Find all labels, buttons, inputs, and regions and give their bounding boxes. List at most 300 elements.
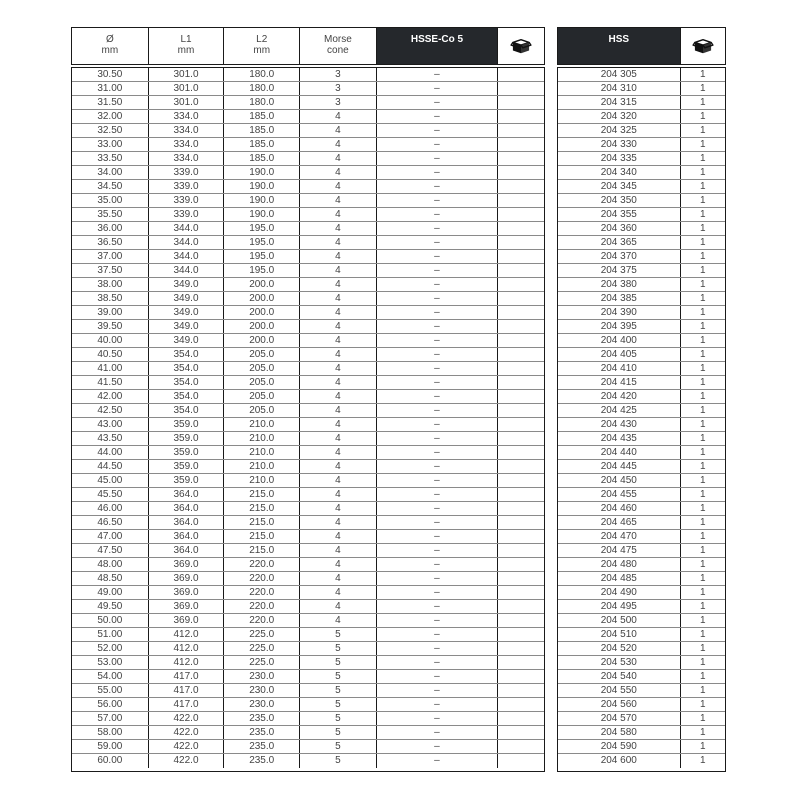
cell-hsse-pack — [498, 572, 544, 585]
cell-hss-pack: 1 — [699, 531, 706, 542]
cell-l1: 417.0 — [149, 684, 225, 697]
cell-hss-code: 204 495 — [558, 600, 681, 613]
cell-l2: 220.0 — [224, 600, 300, 613]
cell-hss-pack: 1 — [699, 559, 706, 570]
table-row — [558, 530, 725, 544]
cell-hsse: – — [377, 222, 498, 235]
cell-hsse: – — [377, 642, 498, 655]
cell-l2: 215.0 — [224, 502, 300, 515]
table-row — [558, 432, 725, 446]
cell-diameter: 32.50 — [72, 124, 149, 137]
table-row — [72, 138, 544, 152]
cell-diameter: 47.00 — [72, 530, 149, 543]
table-row — [72, 110, 544, 124]
cell-hss-code: 204 425 — [558, 404, 681, 417]
cell-hss-code: 204 435 — [558, 432, 681, 445]
cell-l1: 301.0 — [149, 82, 225, 95]
table-row — [558, 488, 725, 502]
cell-diameter: 33.50 — [72, 152, 149, 165]
cell-hsse-pack — [498, 488, 544, 501]
cell-hss-pack: 1 — [699, 223, 706, 234]
cell-hss-pack: 1 — [699, 83, 706, 94]
cell-l2: 210.0 — [224, 418, 300, 431]
cell-hss-code: 204 420 — [558, 390, 681, 403]
table-row — [72, 572, 544, 586]
table-row — [558, 460, 725, 474]
table-row — [558, 740, 725, 754]
cell-hss-code: 204 475 — [558, 544, 681, 557]
cell-hsse-pack — [498, 278, 544, 291]
table-row — [72, 586, 544, 600]
cell-hsse-pack — [498, 124, 544, 137]
cell-hss-code: 204 450 — [558, 474, 681, 487]
header-morse-label: Morse — [323, 34, 352, 45]
cell-hss-code: 204 335 — [558, 152, 681, 165]
cell-hss-pack: 1 — [699, 671, 706, 682]
cell-hsse-pack — [498, 362, 544, 375]
cell-l2: 205.0 — [224, 362, 300, 375]
cell-hsse-pack — [498, 446, 544, 459]
table-row — [558, 544, 725, 558]
cell-morse-cone: 4 — [300, 138, 377, 151]
table-row — [558, 698, 725, 712]
cell-hss-code: 204 455 — [558, 488, 681, 501]
header-diameter-unit: mm — [101, 45, 119, 56]
cell-l2: 215.0 — [224, 516, 300, 529]
cell-l1: 364.0 — [149, 488, 225, 501]
hss-header — [557, 27, 726, 65]
cell-morse-cone: 4 — [300, 236, 377, 249]
table-row — [72, 208, 544, 222]
cell-diameter: 42.00 — [72, 390, 149, 403]
spec-grid — [71, 67, 545, 772]
cell-hss-pack: 1 — [699, 503, 706, 514]
cell-hsse: – — [377, 502, 498, 515]
cell-l1: 369.0 — [149, 558, 225, 571]
cell-l2: 200.0 — [224, 292, 300, 305]
cell-l1: 349.0 — [149, 278, 225, 291]
cell-hsse-pack — [498, 670, 544, 683]
cell-hsse: – — [377, 544, 498, 557]
cell-morse-cone: 4 — [300, 418, 377, 431]
cell-l1: 349.0 — [149, 306, 225, 319]
cell-diameter: 44.50 — [72, 460, 149, 473]
cell-l1: 412.0 — [149, 628, 225, 641]
cell-hsse-pack — [498, 68, 544, 81]
cell-hss-code: 204 415 — [558, 376, 681, 389]
cell-hsse: – — [377, 558, 498, 571]
table-row — [558, 194, 725, 208]
cell-hsse: – — [377, 68, 498, 81]
cell-hsse: – — [377, 600, 498, 613]
cell-l2: 205.0 — [224, 390, 300, 403]
cell-l1: 334.0 — [149, 110, 225, 123]
cell-diameter: 34.00 — [72, 166, 149, 179]
cell-hsse-pack — [498, 544, 544, 557]
cell-l2: 230.0 — [224, 670, 300, 683]
table-row — [72, 698, 544, 712]
cell-hsse: – — [377, 754, 498, 768]
cell-hsse-pack — [498, 292, 544, 305]
table-row — [558, 586, 725, 600]
cell-morse-cone: 4 — [300, 222, 377, 235]
cell-l1: 354.0 — [149, 404, 225, 417]
cell-l2: 215.0 — [224, 488, 300, 501]
table-row — [558, 516, 725, 530]
header-hss-label: HSS — [608, 34, 630, 45]
table-row — [72, 656, 544, 670]
cell-hss-code: 204 520 — [558, 642, 681, 655]
cell-diameter: 56.00 — [72, 698, 149, 711]
cell-morse-cone: 4 — [300, 404, 377, 417]
cell-l1: 422.0 — [149, 712, 225, 725]
cell-morse-cone: 4 — [300, 110, 377, 123]
header-l1-unit: mm — [177, 45, 195, 56]
cell-l2: 235.0 — [224, 754, 300, 768]
cell-hsse: – — [377, 82, 498, 95]
cell-diameter: 45.50 — [72, 488, 149, 501]
cell-morse-cone: 4 — [300, 446, 377, 459]
cell-morse-cone: 4 — [300, 250, 377, 263]
cell-l2: 185.0 — [224, 124, 300, 137]
cell-hss-code: 204 410 — [558, 362, 681, 375]
table-row — [72, 712, 544, 726]
cell-hsse: – — [377, 726, 498, 739]
cell-l1: 334.0 — [149, 124, 225, 137]
cell-l2: 210.0 — [224, 474, 300, 487]
cell-hsse: – — [377, 138, 498, 151]
cell-l1: 354.0 — [149, 390, 225, 403]
cell-hss-pack: 1 — [699, 755, 706, 766]
cell-hsse-pack — [498, 222, 544, 235]
cell-hss-pack: 1 — [699, 195, 706, 206]
header-l2-label: L2 — [256, 34, 268, 45]
cell-morse-cone: 4 — [300, 558, 377, 571]
cell-l2: 200.0 — [224, 334, 300, 347]
cell-hss-code: 204 305 — [558, 68, 681, 81]
cell-hss-code: 204 390 — [558, 306, 681, 319]
cell-morse-cone: 4 — [300, 502, 377, 515]
cell-l1: 369.0 — [149, 586, 225, 599]
cell-hsse-pack — [498, 348, 544, 361]
table-row — [558, 138, 725, 152]
cell-l1: 339.0 — [149, 180, 225, 193]
header-hss-pack — [681, 28, 725, 64]
table-row — [558, 642, 725, 656]
cell-l1: 412.0 — [149, 642, 225, 655]
table-row — [558, 684, 725, 698]
table-row — [558, 754, 725, 768]
cell-morse-cone: 3 — [300, 96, 377, 109]
table-row — [72, 264, 544, 278]
cell-hss-pack: 1 — [699, 111, 706, 122]
cell-hss-pack: 1 — [699, 139, 706, 150]
cell-hsse: – — [377, 712, 498, 725]
cell-diameter: 34.50 — [72, 180, 149, 193]
cell-hsse: – — [377, 404, 498, 417]
cell-l1: 359.0 — [149, 446, 225, 459]
cell-hsse-pack — [498, 208, 544, 221]
table-row — [72, 446, 544, 460]
cell-hsse-pack — [498, 110, 544, 123]
cell-l2: 185.0 — [224, 110, 300, 123]
cell-l1: 417.0 — [149, 670, 225, 683]
table-row — [72, 670, 544, 684]
cell-diameter: 46.50 — [72, 516, 149, 529]
cell-hsse-pack — [498, 516, 544, 529]
cell-l1: 339.0 — [149, 208, 225, 221]
cell-l2: 195.0 — [224, 264, 300, 277]
cell-morse-cone: 3 — [300, 82, 377, 95]
cell-morse-cone: 4 — [300, 362, 377, 375]
table-row — [72, 614, 544, 628]
table-row — [72, 320, 544, 334]
cell-l2: 185.0 — [224, 138, 300, 151]
cell-hsse: – — [377, 264, 498, 277]
table-row — [72, 82, 544, 96]
cell-hsse-pack — [498, 642, 544, 655]
cell-l2: 215.0 — [224, 544, 300, 557]
cell-morse-cone: 4 — [300, 334, 377, 347]
cell-diameter: 59.00 — [72, 740, 149, 753]
table-row — [72, 516, 544, 530]
cell-hss-pack: 1 — [699, 391, 706, 402]
table-row — [72, 600, 544, 614]
cell-l1: 349.0 — [149, 334, 225, 347]
table-row — [558, 474, 725, 488]
table-row — [558, 264, 725, 278]
cell-hss-pack: 1 — [699, 237, 706, 248]
cell-morse-cone: 3 — [300, 68, 377, 81]
cell-l2: 190.0 — [224, 208, 300, 221]
cell-hsse-pack — [498, 698, 544, 711]
table-row — [72, 418, 544, 432]
cell-l1: 422.0 — [149, 726, 225, 739]
cell-hss-code: 204 380 — [558, 278, 681, 291]
cell-l2: 230.0 — [224, 684, 300, 697]
table-row — [558, 166, 725, 180]
cell-morse-cone: 4 — [300, 572, 377, 585]
cell-diameter: 36.50 — [72, 236, 149, 249]
cell-hsse-pack — [498, 460, 544, 473]
cell-hss-pack: 1 — [699, 587, 706, 598]
table-row — [558, 306, 725, 320]
cell-morse-cone: 4 — [300, 488, 377, 501]
cell-hss-pack: 1 — [699, 685, 706, 696]
cell-hss-pack: 1 — [699, 545, 706, 556]
cell-hss-pack: 1 — [699, 321, 706, 332]
cell-morse-cone: 5 — [300, 684, 377, 697]
cell-hss-pack: 1 — [699, 461, 706, 472]
cell-hsse: – — [377, 96, 498, 109]
cell-l1: 359.0 — [149, 432, 225, 445]
table-row — [558, 390, 725, 404]
table-row — [72, 488, 544, 502]
cell-l1: 354.0 — [149, 362, 225, 375]
cell-hss-code: 204 580 — [558, 726, 681, 739]
cell-hss-pack: 1 — [699, 377, 706, 388]
cell-hsse: – — [377, 292, 498, 305]
table-row — [72, 222, 544, 236]
table-row — [72, 390, 544, 404]
cell-diameter: 37.00 — [72, 250, 149, 263]
cell-hsse: – — [377, 208, 498, 221]
cell-diameter: 35.50 — [72, 208, 149, 221]
cell-hsse-pack — [498, 250, 544, 263]
cell-diameter: 39.50 — [72, 320, 149, 333]
cell-l1: 359.0 — [149, 418, 225, 431]
cell-hsse: – — [377, 362, 498, 375]
cell-l2: 200.0 — [224, 278, 300, 291]
cell-l1: 339.0 — [149, 166, 225, 179]
cell-diameter: 44.00 — [72, 446, 149, 459]
cell-l2: 225.0 — [224, 656, 300, 669]
cell-diameter: 38.00 — [72, 278, 149, 291]
table-row — [72, 306, 544, 320]
cell-hsse-pack — [498, 614, 544, 627]
cell-l2: 200.0 — [224, 306, 300, 319]
cell-morse-cone: 4 — [300, 208, 377, 221]
header-morse-cone — [300, 28, 377, 64]
table-row — [72, 348, 544, 362]
cell-l2: 205.0 — [224, 348, 300, 361]
cell-hsse-pack — [498, 586, 544, 599]
cell-diameter: 31.50 — [72, 96, 149, 109]
table-row — [72, 404, 544, 418]
cell-hss-code: 204 310 — [558, 82, 681, 95]
table-row — [558, 726, 725, 740]
cell-hss-code: 204 510 — [558, 628, 681, 641]
cell-morse-cone: 4 — [300, 376, 377, 389]
cell-l1: 359.0 — [149, 474, 225, 487]
cell-hsse-pack — [498, 558, 544, 571]
table-row — [72, 530, 544, 544]
cell-l1: 364.0 — [149, 516, 225, 529]
cell-l1: 422.0 — [149, 740, 225, 753]
cell-morse-cone: 4 — [300, 460, 377, 473]
cell-morse-cone: 4 — [300, 320, 377, 333]
cell-diameter: 60.00 — [72, 754, 149, 768]
cell-l2: 190.0 — [224, 166, 300, 179]
cell-hss-code: 204 340 — [558, 166, 681, 179]
cell-hsse: – — [377, 432, 498, 445]
cell-hsse-pack — [498, 754, 544, 768]
cell-hss-code: 204 350 — [558, 194, 681, 207]
cell-hss-code: 204 540 — [558, 670, 681, 683]
cell-hsse: – — [377, 698, 498, 711]
cell-hss-code: 204 330 — [558, 138, 681, 151]
cell-l1: 369.0 — [149, 614, 225, 627]
table-row — [558, 572, 725, 586]
cell-l2: 220.0 — [224, 558, 300, 571]
table-row — [558, 68, 725, 82]
cell-hsse: – — [377, 740, 498, 753]
cell-diameter: 40.50 — [72, 348, 149, 361]
cell-hss-code: 204 405 — [558, 348, 681, 361]
cell-diameter: 35.00 — [72, 194, 149, 207]
cell-hss-pack: 1 — [699, 265, 706, 276]
header-l1-label: L1 — [180, 34, 192, 45]
table-row — [72, 194, 544, 208]
table-row — [72, 726, 544, 740]
cell-hss-pack: 1 — [699, 405, 706, 416]
table-row — [558, 180, 725, 194]
cell-morse-cone: 5 — [300, 642, 377, 655]
cell-hss-code: 204 445 — [558, 460, 681, 473]
cell-hss-code: 204 315 — [558, 96, 681, 109]
cell-l2: 205.0 — [224, 376, 300, 389]
table-row — [558, 208, 725, 222]
cell-l2: 195.0 — [224, 222, 300, 235]
cell-l2: 210.0 — [224, 446, 300, 459]
cell-diameter: 49.00 — [72, 586, 149, 599]
table-row — [72, 236, 544, 250]
cell-hsse: – — [377, 166, 498, 179]
cell-l2: 205.0 — [224, 404, 300, 417]
table-row — [558, 292, 725, 306]
table-row — [72, 292, 544, 306]
cell-l1: 364.0 — [149, 544, 225, 557]
cell-diameter: 43.50 — [72, 432, 149, 445]
header-l2-unit: mm — [253, 45, 271, 56]
cell-diameter: 49.50 — [72, 600, 149, 613]
cell-diameter: 54.00 — [72, 670, 149, 683]
table-row — [72, 166, 544, 180]
cell-l2: 220.0 — [224, 572, 300, 585]
cell-morse-cone: 4 — [300, 124, 377, 137]
cell-hsse: – — [377, 488, 498, 501]
table-row — [72, 376, 544, 390]
cell-l1: 369.0 — [149, 600, 225, 613]
cell-morse-cone: 5 — [300, 740, 377, 753]
header-hsse-label: HSSE-Co 5 — [410, 34, 464, 45]
cell-morse-cone: 5 — [300, 726, 377, 739]
table-row — [72, 754, 544, 768]
cell-l1: 354.0 — [149, 376, 225, 389]
cell-hsse: – — [377, 474, 498, 487]
cell-l1: 364.0 — [149, 530, 225, 543]
cell-l1: 364.0 — [149, 502, 225, 515]
cell-hsse-pack — [498, 264, 544, 277]
drill-spec-table — [71, 27, 726, 772]
cell-l2: 215.0 — [224, 530, 300, 543]
cell-hss-pack: 1 — [699, 153, 706, 164]
cell-morse-cone: 4 — [300, 194, 377, 207]
cell-hsse: – — [377, 572, 498, 585]
table-row — [558, 222, 725, 236]
cell-diameter: 43.00 — [72, 418, 149, 431]
cell-hss-code: 204 325 — [558, 124, 681, 137]
cell-diameter: 41.00 — [72, 362, 149, 375]
cell-diameter: 57.00 — [72, 712, 149, 725]
cell-hsse-pack — [498, 82, 544, 95]
table-row — [558, 558, 725, 572]
cell-hss-pack: 1 — [699, 713, 706, 724]
cell-hss-code: 204 430 — [558, 418, 681, 431]
cell-hsse-pack — [498, 334, 544, 347]
table-row — [72, 502, 544, 516]
hss-grid — [557, 67, 726, 772]
cell-hss-code: 204 470 — [558, 530, 681, 543]
cell-morse-cone: 5 — [300, 712, 377, 725]
cell-hss-pack: 1 — [699, 727, 706, 738]
cell-hsse-pack — [498, 138, 544, 151]
box-icon — [510, 37, 532, 55]
cell-hsse: – — [377, 278, 498, 291]
table-row — [72, 642, 544, 656]
cell-diameter: 48.50 — [72, 572, 149, 585]
cell-l2: 195.0 — [224, 250, 300, 263]
